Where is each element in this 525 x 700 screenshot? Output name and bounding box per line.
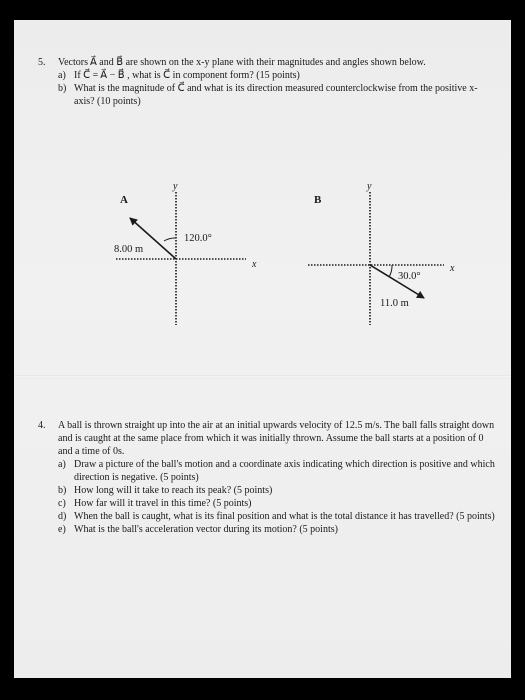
part-b-text: What is the magnitude of C⃗ and what is its direction measured counterclockwise from the positive x-axis? (10 points) xyxy=(74,83,478,107)
vector-a-angle: 120.0° xyxy=(184,233,212,244)
diagram-a-y-label: y xyxy=(173,181,178,192)
diagram-b-y-label: y xyxy=(367,181,372,192)
vector-diagrams xyxy=(14,20,511,380)
problem-4-part xyxy=(58,458,498,484)
part-label: d) xyxy=(58,511,67,522)
problem-4-part xyxy=(58,510,498,523)
problem-4-number: 4. xyxy=(38,420,46,431)
diagram-a-x-label: x xyxy=(252,259,257,270)
vector-a-label: A⃗ xyxy=(120,194,137,206)
vector-a-angle-arc xyxy=(164,238,176,241)
problem-4-part xyxy=(58,523,498,536)
problem-4-part xyxy=(58,484,498,497)
part-text: Draw a picture of the ball's motion and a coordinate axis indicating which direction is positive and which direction is negative. (5 points) xyxy=(74,459,495,483)
vector-a-magnitude: 8.00 m xyxy=(114,244,144,255)
part-a-text: If C⃗ = A⃗ − B⃗ , what is C⃗ in component form? (15 points) xyxy=(74,70,300,81)
part-text: How long will it take to reach its peak? (5 points) xyxy=(74,485,273,496)
diagram-b xyxy=(308,181,455,325)
worksheet-page xyxy=(14,20,511,678)
part-label: e) xyxy=(58,524,66,535)
part-a-label: a) xyxy=(58,70,66,81)
diagram-a xyxy=(114,181,257,325)
part-text: How far will it travel in this time? (5 points) xyxy=(74,498,252,509)
part-label: b) xyxy=(58,485,67,496)
problem-4 xyxy=(38,419,498,536)
vector-b-magnitude: 11.0 m xyxy=(380,298,409,309)
vector-b-angle: 30.0° xyxy=(398,271,421,282)
part-label: a) xyxy=(58,459,66,470)
diagram-b-x-label: x xyxy=(450,263,455,274)
part-text: What is the ball's acceleration vector during its motion? (5 points) xyxy=(74,524,338,535)
vector-b-angle-arc xyxy=(389,265,392,277)
problem-4-prompt: A ball is thrown straight up into the air at an initial upwards velocity of 12.5 m/s. The ball falls straight down and is caught at the same place from which it was initially thrown. Assume the ball starts at a position of 0 and a time of 0s. xyxy=(58,420,495,457)
problem-4-part xyxy=(58,497,498,510)
problem-5-prompt: Vectors A⃗ and B⃗ are shown on the x-y plane with their magnitudes and angles shown below. xyxy=(58,57,426,68)
part-text: When the ball is caught, what is its final position and what is the total distance it has travelled? (5 points) xyxy=(74,511,495,522)
part-label: c) xyxy=(58,498,66,509)
vector-b-label: B⃗ xyxy=(314,194,330,206)
part-b-label: b) xyxy=(58,83,67,94)
problem-5-number: 5. xyxy=(38,57,46,68)
